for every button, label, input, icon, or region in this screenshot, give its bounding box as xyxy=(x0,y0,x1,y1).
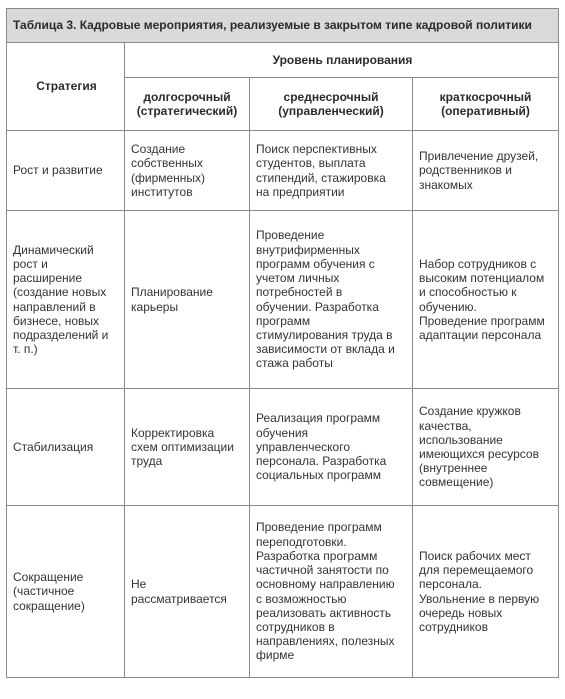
cell-line: зависимости от вклада и xyxy=(256,342,395,357)
mid-term-cell xyxy=(250,506,413,678)
cell-line: подразделений и xyxy=(13,327,109,342)
long-term-cell xyxy=(125,211,250,389)
cell-line: переподготовки. xyxy=(256,534,347,549)
cell-line: сотрудников в xyxy=(256,619,335,634)
cell-line: управленческого xyxy=(256,439,351,454)
table-row xyxy=(7,131,559,211)
cell-line: Проведение программ xyxy=(419,313,545,328)
cell-line: Проведение xyxy=(256,228,325,243)
cell-line: (частичное xyxy=(13,584,75,599)
short-term-cell xyxy=(413,211,559,389)
cell-line: частичной занятости по xyxy=(256,563,389,578)
strategy-cell xyxy=(7,211,125,389)
cell-line: совмещение) xyxy=(419,475,494,490)
subheader-short: краткосрочный (оперативный) xyxy=(413,78,559,131)
table-row xyxy=(7,389,559,506)
cell-line: для перемещаемого xyxy=(419,563,534,578)
cell-line: Увольнение в первую xyxy=(419,591,540,606)
subheader-mid: среднесрочный (управленческий) xyxy=(250,78,413,131)
long-term-cell xyxy=(125,131,250,211)
cell-line: институтов xyxy=(131,184,193,199)
cell-line: т. п.) xyxy=(13,342,38,357)
cell-line: Создание xyxy=(131,142,186,157)
long-term-cell xyxy=(125,506,250,678)
cell-line: стимулирования труда в xyxy=(256,327,393,342)
mid-term-cell xyxy=(250,211,413,389)
short-term-cell xyxy=(413,389,559,506)
cell-line: Стабилизация xyxy=(13,439,94,454)
cell-line: стипендий, стажировка xyxy=(256,170,386,185)
cell-line: расширение xyxy=(13,271,83,286)
cell-line: очередь новых xyxy=(419,605,503,620)
table-title: Таблица 3. Кадровые мероприятия, реализуемые в закрытом типе кадровой политики xyxy=(7,9,559,43)
cell-line: (создание новых xyxy=(13,285,107,300)
cell-line: Планирование xyxy=(131,285,213,300)
cell-line: (внутреннее xyxy=(419,461,488,476)
cell-line: и способностью к xyxy=(419,285,517,300)
cell-line: использование xyxy=(419,432,503,447)
cell-line: персонала. xyxy=(419,577,482,592)
cell-line: родственников и xyxy=(419,163,512,178)
table-container xyxy=(6,8,558,692)
cell-line: схем оптимизации xyxy=(131,439,234,454)
cell-line: на предприятии xyxy=(256,184,345,199)
cell-line: с возможностью xyxy=(256,591,347,606)
cell-line: сокращение) xyxy=(13,598,85,613)
cell-line: Реализация программ xyxy=(256,411,381,426)
cell-line: направлений в xyxy=(13,299,96,314)
cell-line: бизнесе, новых xyxy=(13,313,100,328)
cell-line: социальных программ xyxy=(256,468,381,483)
cell-line: качества, xyxy=(419,418,472,433)
strategy-cell xyxy=(7,506,125,678)
header-row xyxy=(7,43,559,78)
cell-line: обучения xyxy=(256,425,309,440)
cell-line: Набор сотрудников с xyxy=(419,256,537,271)
mid-term-cell xyxy=(250,389,413,506)
title-row xyxy=(7,9,559,43)
cell-line: Сокращение xyxy=(13,570,84,585)
cell-line: (фирменных) xyxy=(131,170,206,185)
cell-line: внутрифирменных xyxy=(256,242,360,257)
cell-line: Проведение программ xyxy=(256,520,382,535)
cell-line: Поиск рабочих мест xyxy=(419,548,531,563)
cell-line: основному направлению xyxy=(256,577,395,592)
strategy-header: Стратегия xyxy=(7,43,125,131)
cell-line: Корректировка xyxy=(131,425,215,440)
cell-line: адаптации персонала xyxy=(419,327,542,342)
table-row xyxy=(7,506,559,678)
cell-line: Динамический xyxy=(13,242,94,257)
cell-line: рассматривается xyxy=(131,591,227,606)
cell-line: Разработка программ xyxy=(256,548,378,563)
short-term-cell xyxy=(413,131,559,211)
cell-line: труда xyxy=(131,454,163,469)
cell-line: программ обучения с xyxy=(256,256,375,271)
cell-line: фирме xyxy=(256,648,295,663)
cell-line: обучению. xyxy=(419,299,477,314)
cell-line: знакомых xyxy=(419,177,473,192)
cell-line: Поиск перспективных xyxy=(256,142,377,157)
cell-line: учетом личных xyxy=(256,271,340,286)
level-header: Уровень планирования xyxy=(125,43,559,78)
cell-line: рост и xyxy=(13,256,48,271)
cell-line: программ xyxy=(256,313,311,328)
cell-line: высоким потенциалом xyxy=(419,271,545,286)
cell-line: обучении. Разработка xyxy=(256,299,379,314)
strategy-cell xyxy=(7,389,125,506)
cell-line: направлениях, полезных xyxy=(256,634,395,649)
long-term-cell xyxy=(125,389,250,506)
short-term-cell xyxy=(413,506,559,678)
mid-term-cell xyxy=(250,131,413,211)
cell-line: Не xyxy=(131,577,147,592)
strategy-cell xyxy=(7,131,125,211)
cell-line: собственных xyxy=(131,156,203,171)
hr-measures-table xyxy=(6,8,559,678)
cell-line: Создание кружков xyxy=(419,404,521,419)
cell-line: Привлечение друзей, xyxy=(419,149,539,164)
cell-line: реализовать активность xyxy=(256,605,392,620)
cell-line: потребностей в xyxy=(256,285,343,300)
cell-line: персонала. Разработка xyxy=(256,454,387,469)
cell-line: Рост и развитие xyxy=(13,163,103,178)
cell-line: имеющихся ресурсов xyxy=(419,447,539,461)
cell-line: сотрудников xyxy=(419,619,488,634)
cell-line: студентов, выплата xyxy=(256,156,366,171)
subheader-long: долгосрочный (стратегический) xyxy=(125,78,250,131)
cell-line: стажа работы xyxy=(256,356,333,371)
cell-line: карьеры xyxy=(131,299,179,314)
table-row xyxy=(7,211,559,389)
